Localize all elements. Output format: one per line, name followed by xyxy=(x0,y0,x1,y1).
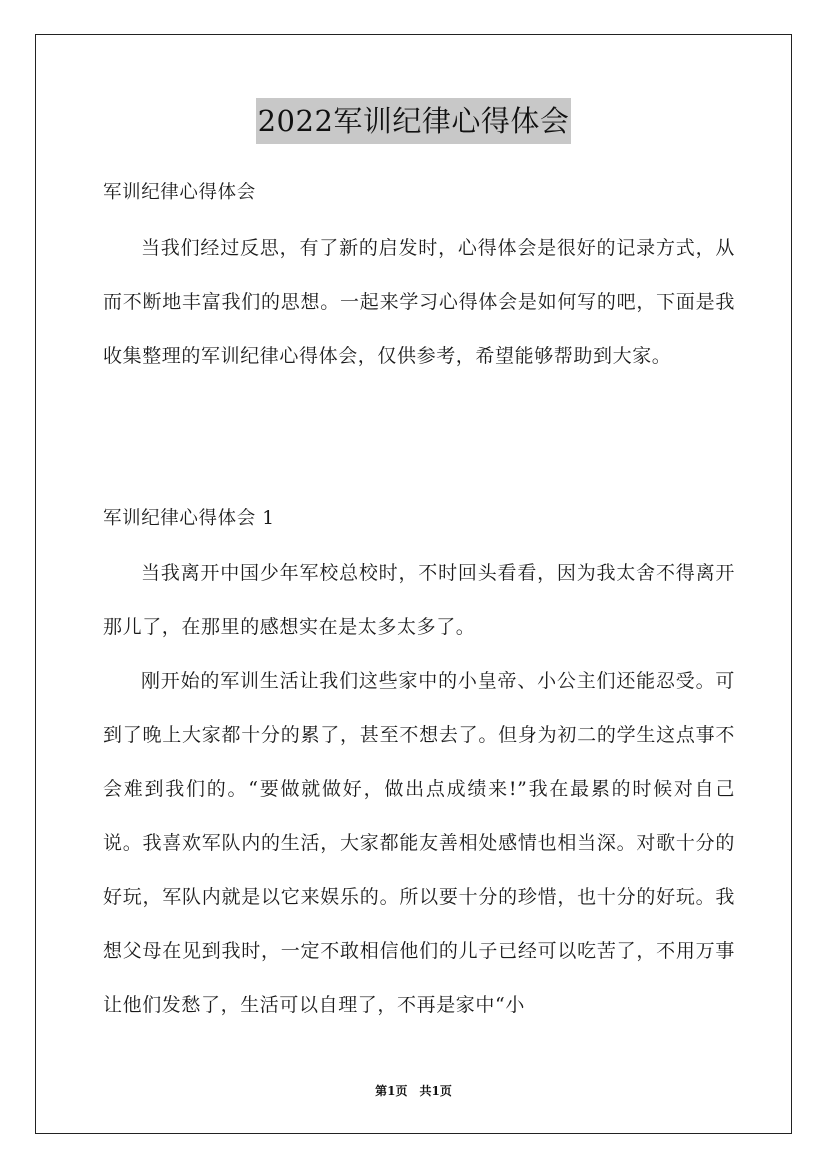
page-footer xyxy=(0,1083,827,1099)
page-number-label: 第1页 共1页 xyxy=(375,1084,452,1098)
section-1-heading: 军训纪律心得体会 1 xyxy=(103,508,275,529)
title-container xyxy=(0,98,827,144)
intro-paragraph: 当我们经过反思，有了新的启发时，心得体会是很好的记录方式，从而不断地丰富我们的思想。一起来学习心得体会是如何写的吧，下面是我收集整理的军训纪律心得体会，仅供参考，希望能够帮助到大家。 xyxy=(103,237,735,367)
document-title: 2022军训纪律心得体会 xyxy=(256,98,572,144)
section-1-paragraph-1: 当我离开中国少年军校总校时，不时回头看看，因为我太舍不得离开那儿了，在那里的感想实在是太多太多了。 xyxy=(103,562,735,638)
section-1-paragraph-2: 刚开始的军训生活让我们这些家中的小皇帝、小公主们还能忍受。可到了晚上大家都十分的累了，甚至不想去了。但身为初二的学生这点事不会难到我们的。“要做就做好，做出点成绩来!”我在最累的时候对自己说。我喜欢军队内的生活，大家都能友善相处感情也相当深。对歌十分的好玩，军队内就是以它来娱乐的。所以要十分的珍惜，也十分的好玩。我想父母在见到我时，一定不敢相信他们的儿子已经可以吃苦了，不用万事让他们发愁了，生活可以自理了，不再是家中“小 xyxy=(103,670,735,1016)
document-subtitle: 军训纪律心得体会 xyxy=(103,182,256,203)
